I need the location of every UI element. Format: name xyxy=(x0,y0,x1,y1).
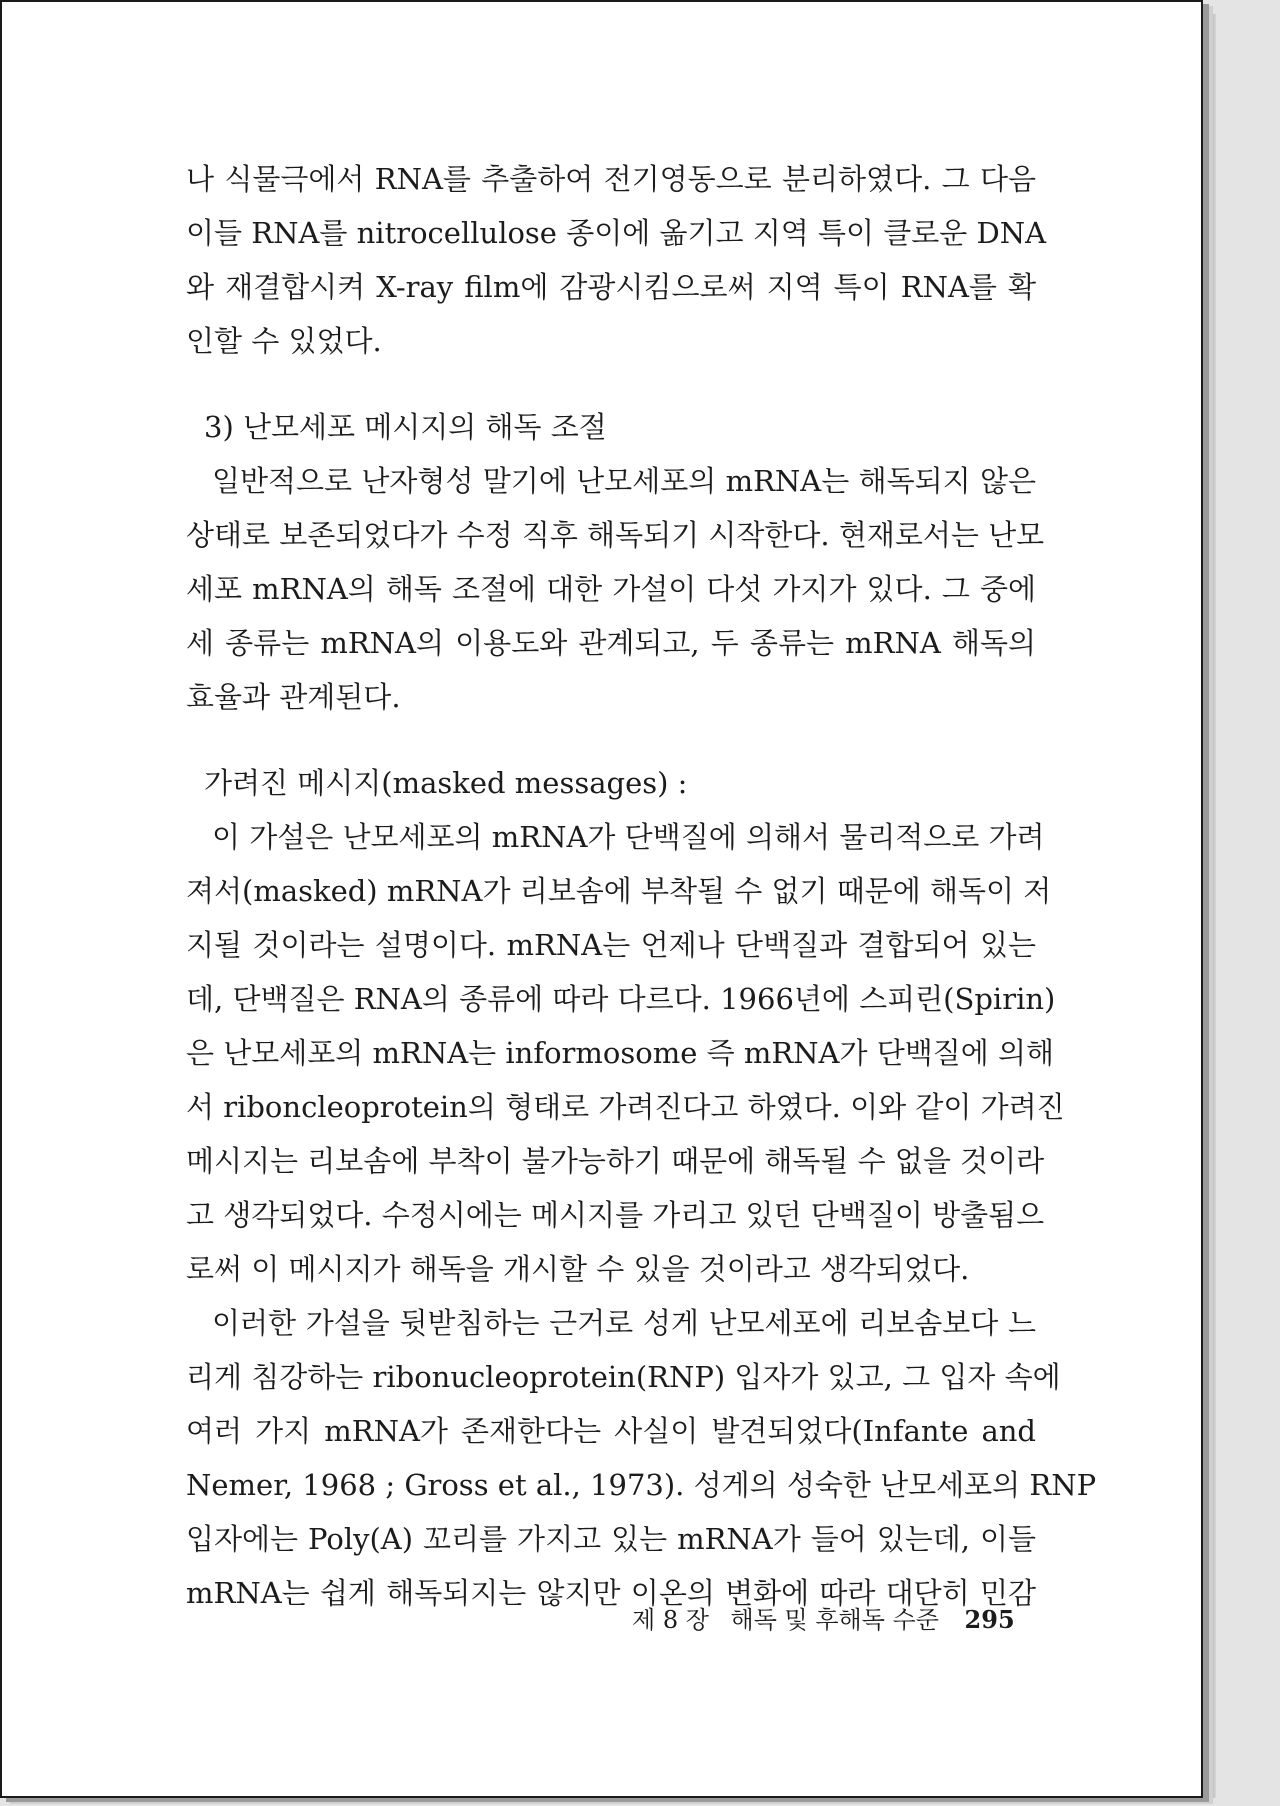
text-line: 로써 이 메시지가 해독을 개시할 수 있을 것이라고 생각되었다. xyxy=(186,1252,970,1286)
section-heading: 3) 난모세포 메시지의 해독 조절 xyxy=(204,410,607,444)
text-line: mRNA는 쉽게 해독되지는 않지만 이온의 변화에 따라 대단히 민감 xyxy=(186,1576,1036,1610)
text-line: 세 종류는 mRNA의 이용도와 관계되고, 두 종류는 mRNA 해독의 xyxy=(186,626,1036,660)
text-line: 세포 mRNA의 해독 조절에 대한 가설이 다섯 가지가 있다. 그 중에 xyxy=(186,572,1036,606)
text-line: 데, 단백질은 RNA의 종류에 따라 다르다. 1966년에 스피린(Spirin) xyxy=(186,982,1056,1016)
text-line: 져서(masked) mRNA가 리보솜에 부착될 수 없기 때문에 해독이 저 xyxy=(186,874,1052,908)
text-line: 효율과 관계된다. xyxy=(186,680,401,714)
text-line: 나 식물극에서 RNA를 추출하여 전기영동으로 분리하였다. 그 다음 xyxy=(186,162,1036,196)
text-line: 입자에는 Poly(A) 꼬리를 가지고 있는 mRNA가 들어 있는데, 이들 xyxy=(186,1522,1036,1556)
text-line: Nemer, 1968 ; Gross et al., 1973). 성게의 성숙한 난모세포의 RNP xyxy=(186,1468,1097,1502)
text-line: 지될 것이라는 설명이다. mRNA는 언제나 단백질과 결합되어 있는 xyxy=(186,928,1036,962)
paragraph-gap xyxy=(186,724,1036,756)
footer-title: 해독 및 후해독 수준 xyxy=(730,1606,939,1634)
text-line: 서 riboncleoprotein의 형태로 가려진다고 하였다. 이와 같이 가려진 xyxy=(186,1090,1065,1124)
text-line: 메시지는 리보솜에 부착이 불가능하기 때문에 해독될 수 없을 것이라 xyxy=(186,1144,1045,1178)
subsection-heading: 가려진 메시지(masked messages) : xyxy=(204,766,688,800)
text-line: 인할 수 있었다. xyxy=(186,324,382,358)
text-line: 이 가설은 난모세포의 mRNA가 단백질에 의해서 물리적으로 가려 xyxy=(212,820,1045,854)
text-line: 은 난모세포의 mRNA는 informosome 즉 mRNA가 단백질에 의해 xyxy=(186,1036,1055,1070)
body-text xyxy=(186,152,1097,1620)
text-line: 상태로 보존되었다가 수정 직후 해독되기 시작한다. 현재로서는 난모 xyxy=(186,518,1045,552)
paragraph-gap xyxy=(186,368,1036,400)
text-line: 여러 가지 mRNA가 존재한다는 사실이 발견되었다(Infante and xyxy=(186,1414,1036,1448)
text-line: 와 재결합시켜 X-ray film에 감광시킴으로써 지역 특이 RNA를 확 xyxy=(186,270,1036,304)
text-line: 일반적으로 난자형성 말기에 난모세포의 mRNA는 해독되지 않은 xyxy=(212,464,1036,498)
page-edge xyxy=(1206,14,1216,1798)
page-footer xyxy=(632,1600,1015,1635)
page-number: 295 xyxy=(964,1605,1015,1634)
text-line: 고 생각되었다. 수정시에는 메시지를 가리고 있던 단백질이 방출됨으 xyxy=(186,1198,1045,1232)
text-line: 리게 침강하는 ribonucleoprotein(RNP) 입자가 있고, 그 입자 속에 xyxy=(186,1360,1061,1394)
text-line: 이들 RNA를 nitrocellulose 종이에 옮기고 지역 특이 클로운 DNA xyxy=(186,216,1047,250)
footer-chapter: 제 8 장 xyxy=(632,1606,709,1634)
text-line: 이러한 가설을 뒷받침하는 근거로 성게 난모세포에 리보솜보다 느 xyxy=(212,1306,1036,1340)
